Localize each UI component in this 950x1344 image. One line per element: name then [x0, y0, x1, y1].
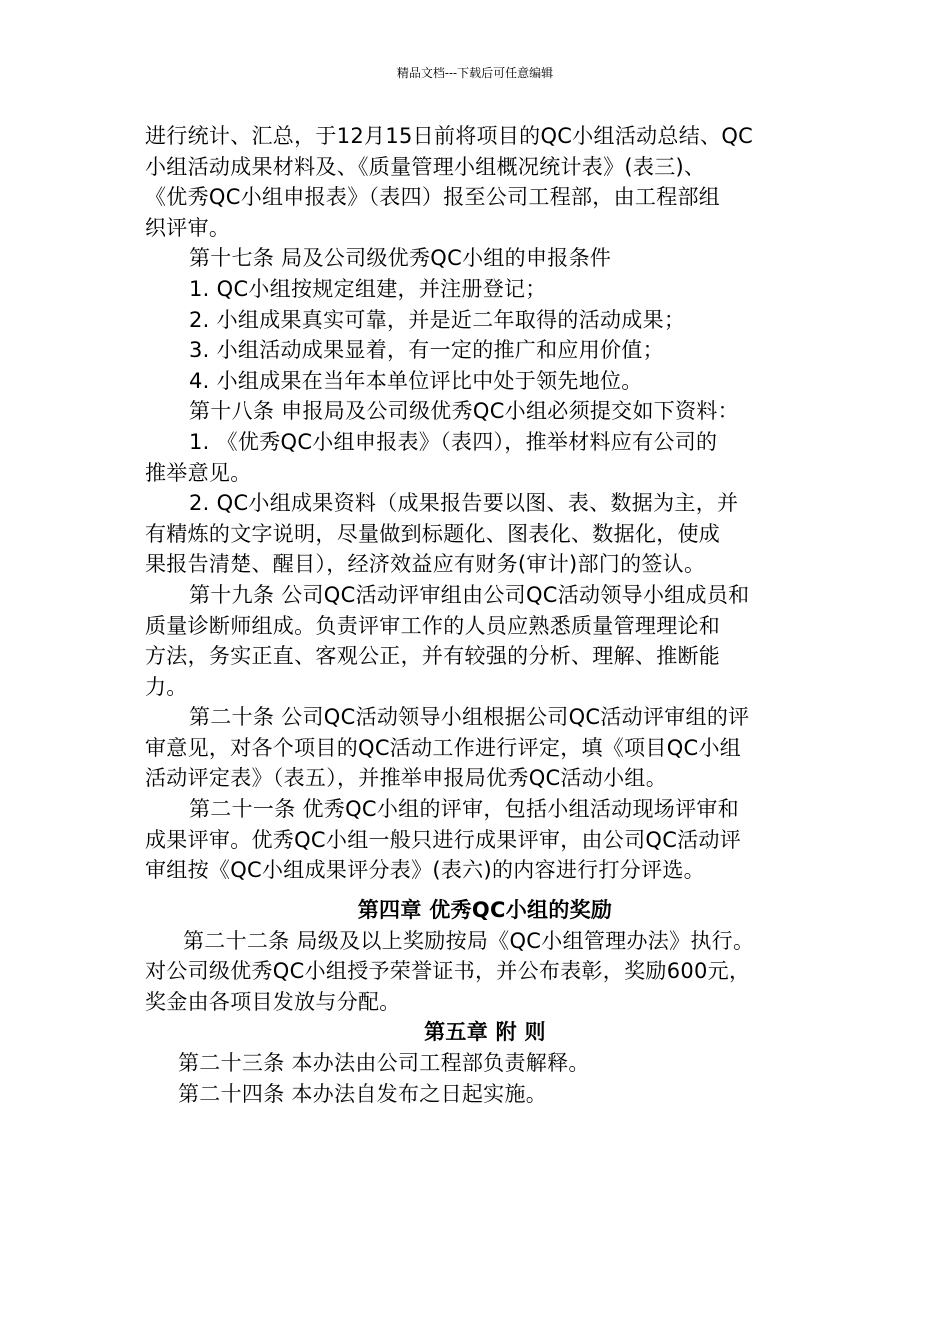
- text-line: 方法，务实正直、客观公正，并有较强的分析、理解、推断能: [145, 644, 721, 669]
- list-item: 2. QC小组成果资料（成果报告要以图、表、数据为主，并: [189, 491, 739, 516]
- article-24: 第二十四条 本办法自发布之日起实施。: [178, 1081, 548, 1106]
- text-line: 奖金由各项目发放与分配。: [145, 989, 401, 1014]
- text-line: 审意见，对各个项目的QC活动工作进行评定，填《项目QC小组: [145, 735, 742, 760]
- list-item: 2. 小组成果真实可靠，并是近二年取得的活动成果；: [189, 307, 686, 332]
- article-19: 第十九条 公司QC活动评审组由公司QC活动领导小组成员和: [189, 582, 750, 607]
- text-line: 织评审。: [145, 215, 231, 240]
- article-23: 第二十三条 本办法由公司工程部负责解释。: [178, 1050, 590, 1075]
- article-18-title: 第十八条 申报局及公司级优秀QC小组必须提交如下资料：: [189, 399, 739, 424]
- text-line: 活动评定表》（表五），并推举申报局优秀QC活动小组。: [145, 766, 667, 791]
- chapter-5-heading: 第五章 附 则: [424, 1020, 546, 1045]
- text-line: 对公司级优秀QC小组授予荣誉证书，并公布表彰，奖励600元，: [145, 959, 751, 984]
- page-header: 精品文档---下载后可任意编辑: [396, 66, 554, 80]
- list-item: 4. 小组成果在当年本单位评比中处于领先地位。: [189, 368, 643, 393]
- article-20: 第二十条 公司QC活动领导小组根据公司QC活动评审组的评: [189, 705, 750, 730]
- chapter-section: [145, 895, 825, 1109]
- text-line: 质量诊断师组成。负责评审工作的人员应熟悉质量管理理论和: [145, 613, 721, 638]
- document-body: [145, 121, 815, 886]
- list-item: 1. 《优秀QC小组申报表》（表四），推举材料应有公司的: [189, 429, 718, 454]
- article-17-title: 第十七条 局及公司级优秀QC小组的申报条件: [189, 246, 612, 271]
- text-line: 小组活动成果材料及、《质量管理小组概况统计表》(表三)、: [145, 154, 706, 179]
- text-line: 审组按《QC小组成果评分表》(表六)的内容进行打分评选。: [145, 858, 705, 883]
- list-item: 3. 小组活动成果显着，有一定的推广和应用价值；: [189, 338, 664, 363]
- article-22: 第二十二条 局级及以上奖励按局《QC小组管理办法》执行。: [183, 928, 755, 953]
- text-line: 果报告清楚、醒目），经济效益应有财务(审计)部门的签认。: [145, 552, 706, 577]
- chapter-4-heading: 第四章 优秀QC小组的奖励: [357, 898, 613, 922]
- text-line: 推举意见。: [145, 460, 252, 485]
- text-line: 有精炼的文字说明，尽量做到标题化、图表化、数据化，使成: [145, 521, 721, 546]
- text-line: 力。: [145, 674, 188, 699]
- text-line: 进行统计、汇总，于12月15日前将项目的QC小组活动总结、QC: [145, 124, 754, 148]
- text-line: 《优秀QC小组申报表》（表四）报至公司工程部，由工程部组: [145, 185, 721, 210]
- text-line: 成果评审。优秀QC小组一般只进行成果评审，由公司QC活动评: [145, 827, 742, 852]
- article-21: 第二十一条 优秀QC小组的评审，包括小组活动现场评审和: [189, 797, 739, 822]
- list-item: 1. QC小组按规定组建，并注册登记；: [189, 276, 547, 301]
